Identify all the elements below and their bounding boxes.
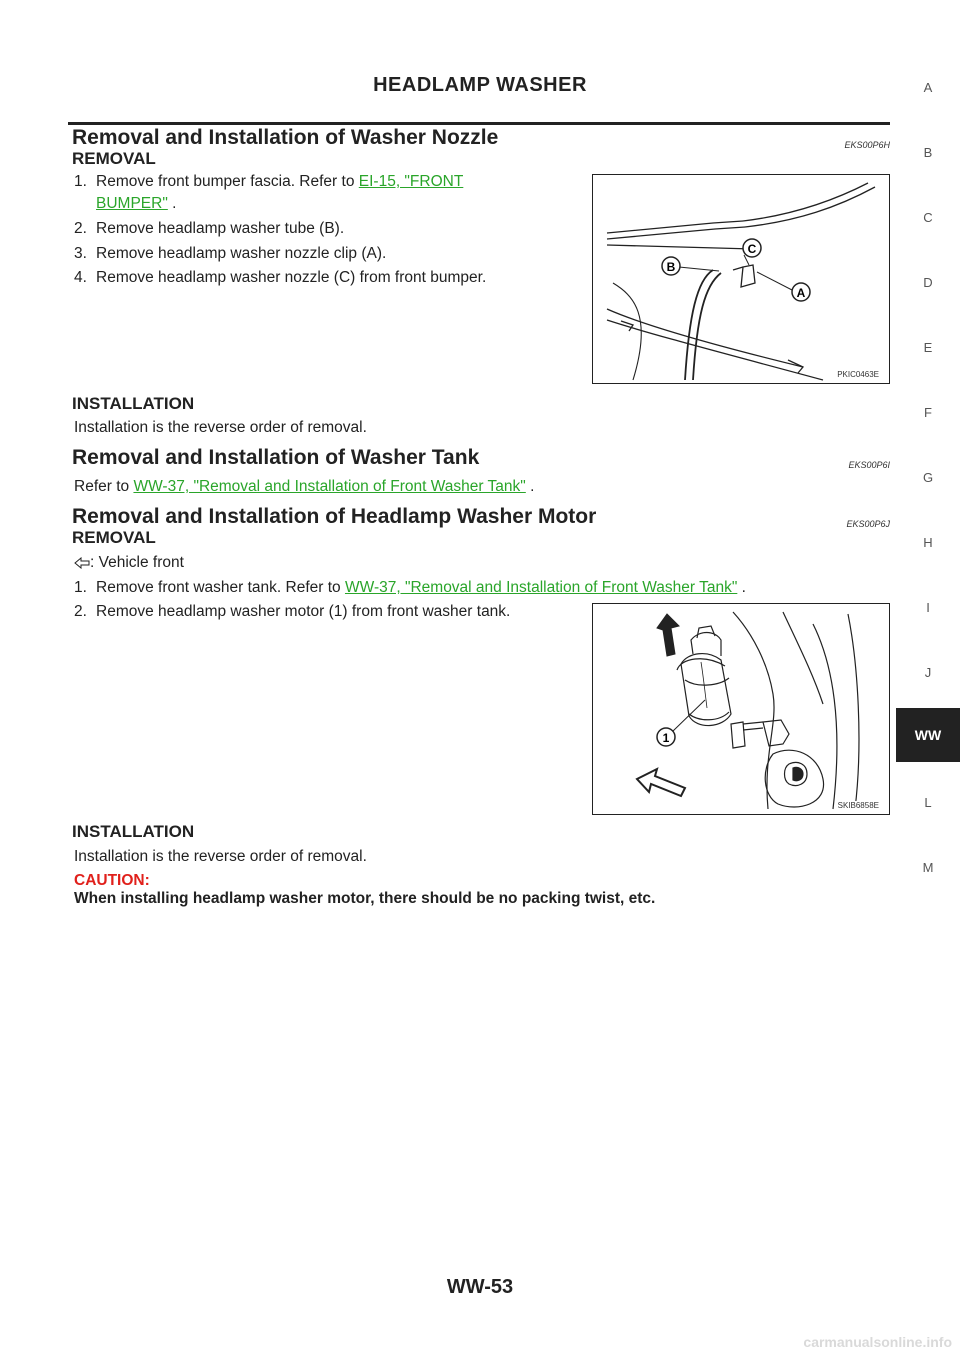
installation-heading: INSTALLATION: [72, 394, 195, 413]
link-ei-15[interactable]: EI-15, "FRONT: [358, 173, 464, 190]
nozzle-illustration: [593, 175, 890, 384]
section-title-washer-nozzle: Removal and Installation of Washer Nozzle: [72, 126, 499, 149]
watermark: carmanualsonline.info: [803, 1334, 952, 1350]
vehicle-front-arrow-icon: [637, 769, 685, 796]
figure-code: SKIB6858E: [837, 801, 879, 810]
section-code: EKS00P6I: [848, 460, 890, 470]
motor-step-1: 1. Remove front washer tank. Refer to WW-37, "Removal and Installation of Front Washer Tank" .: [74, 579, 746, 596]
vehicle-front-arrow-icon: [74, 557, 90, 569]
side-tab-ww[interactable]: WW: [896, 708, 960, 762]
nozzle-step-1-cont: BUMPER" .: [96, 195, 177, 212]
motor-step-2: 2. Remove headlamp washer motor (1) from front washer tank.: [74, 603, 511, 620]
side-tab-e[interactable]: E: [923, 340, 933, 355]
side-tab-h[interactable]: H: [923, 535, 933, 550]
nozzle-step-3: 3. Remove headlamp washer nozzle clip (A).: [74, 245, 387, 262]
nozzle-step-2: 2. Remove headlamp washer tube (B).: [74, 220, 345, 237]
figure-washer-nozzle: [592, 174, 890, 384]
callout-b: B: [666, 260, 676, 274]
side-tab-c[interactable]: C: [923, 210, 933, 225]
direction-arrow-up-icon: [657, 614, 679, 656]
installation-text: Installation is the reverse order of removal.: [74, 419, 367, 436]
callout-1: 1: [662, 731, 670, 745]
side-tab-i[interactable]: I: [926, 600, 930, 615]
link-ei-15-cont[interactable]: BUMPER": [96, 195, 168, 212]
side-tab-d[interactable]: D: [923, 275, 933, 290]
motor-illustration: [593, 604, 890, 815]
caution-title: CAUTION:: [74, 872, 150, 889]
section-title-washer-tank: Removal and Installation of Washer Tank: [72, 446, 480, 469]
nozzle-step-1: 1. Remove front bumper fascia. Refer to EI-15, "FRONT: [74, 173, 464, 190]
page-number: WW-53: [446, 1276, 514, 1298]
link-ww-37[interactable]: WW-37, "Removal and Installation of Front Washer Tank": [133, 478, 526, 495]
section-title-washer-motor: Removal and Installation of Headlamp Washer Motor: [72, 505, 597, 528]
section-code: EKS00P6J: [846, 519, 890, 529]
removal-heading: REMOVAL: [72, 528, 156, 547]
washer-tank-ref: Refer to WW-37, "Removal and Installation of Front Washer Tank" .: [74, 478, 535, 495]
side-tab-j[interactable]: J: [924, 665, 932, 680]
callout-c: C: [747, 242, 757, 256]
caution-text: When installing headlamp washer motor, there should be no packing twist, etc.: [74, 890, 656, 907]
side-tab-m[interactable]: M: [922, 860, 934, 875]
side-tab-b[interactable]: B: [923, 145, 933, 160]
removal-heading: REMOVAL: [72, 149, 156, 168]
page-title: HEADLAMP WASHER: [373, 74, 587, 96]
installation-text: Installation is the reverse order of removal.: [74, 848, 367, 865]
side-tab-f[interactable]: F: [924, 405, 932, 420]
installation-heading: INSTALLATION: [72, 822, 195, 841]
side-tab-l[interactable]: L: [924, 795, 932, 810]
figure-washer-motor: [592, 603, 890, 815]
side-tab-a[interactable]: A: [923, 80, 933, 95]
legend-vehicle-front: : Vehicle front: [74, 552, 184, 574]
callout-a: A: [796, 286, 806, 300]
nozzle-step-4: 4. Remove headlamp washer nozzle (C) from front bumper.: [74, 269, 487, 286]
figure-code: PKIC0463E: [837, 370, 879, 379]
side-tab-g[interactable]: G: [922, 470, 934, 485]
link-ww-37[interactable]: WW-37, "Removal and Installation of Front Washer Tank": [344, 579, 738, 596]
header-rule: [68, 122, 890, 125]
section-code: EKS00P6H: [844, 140, 890, 150]
